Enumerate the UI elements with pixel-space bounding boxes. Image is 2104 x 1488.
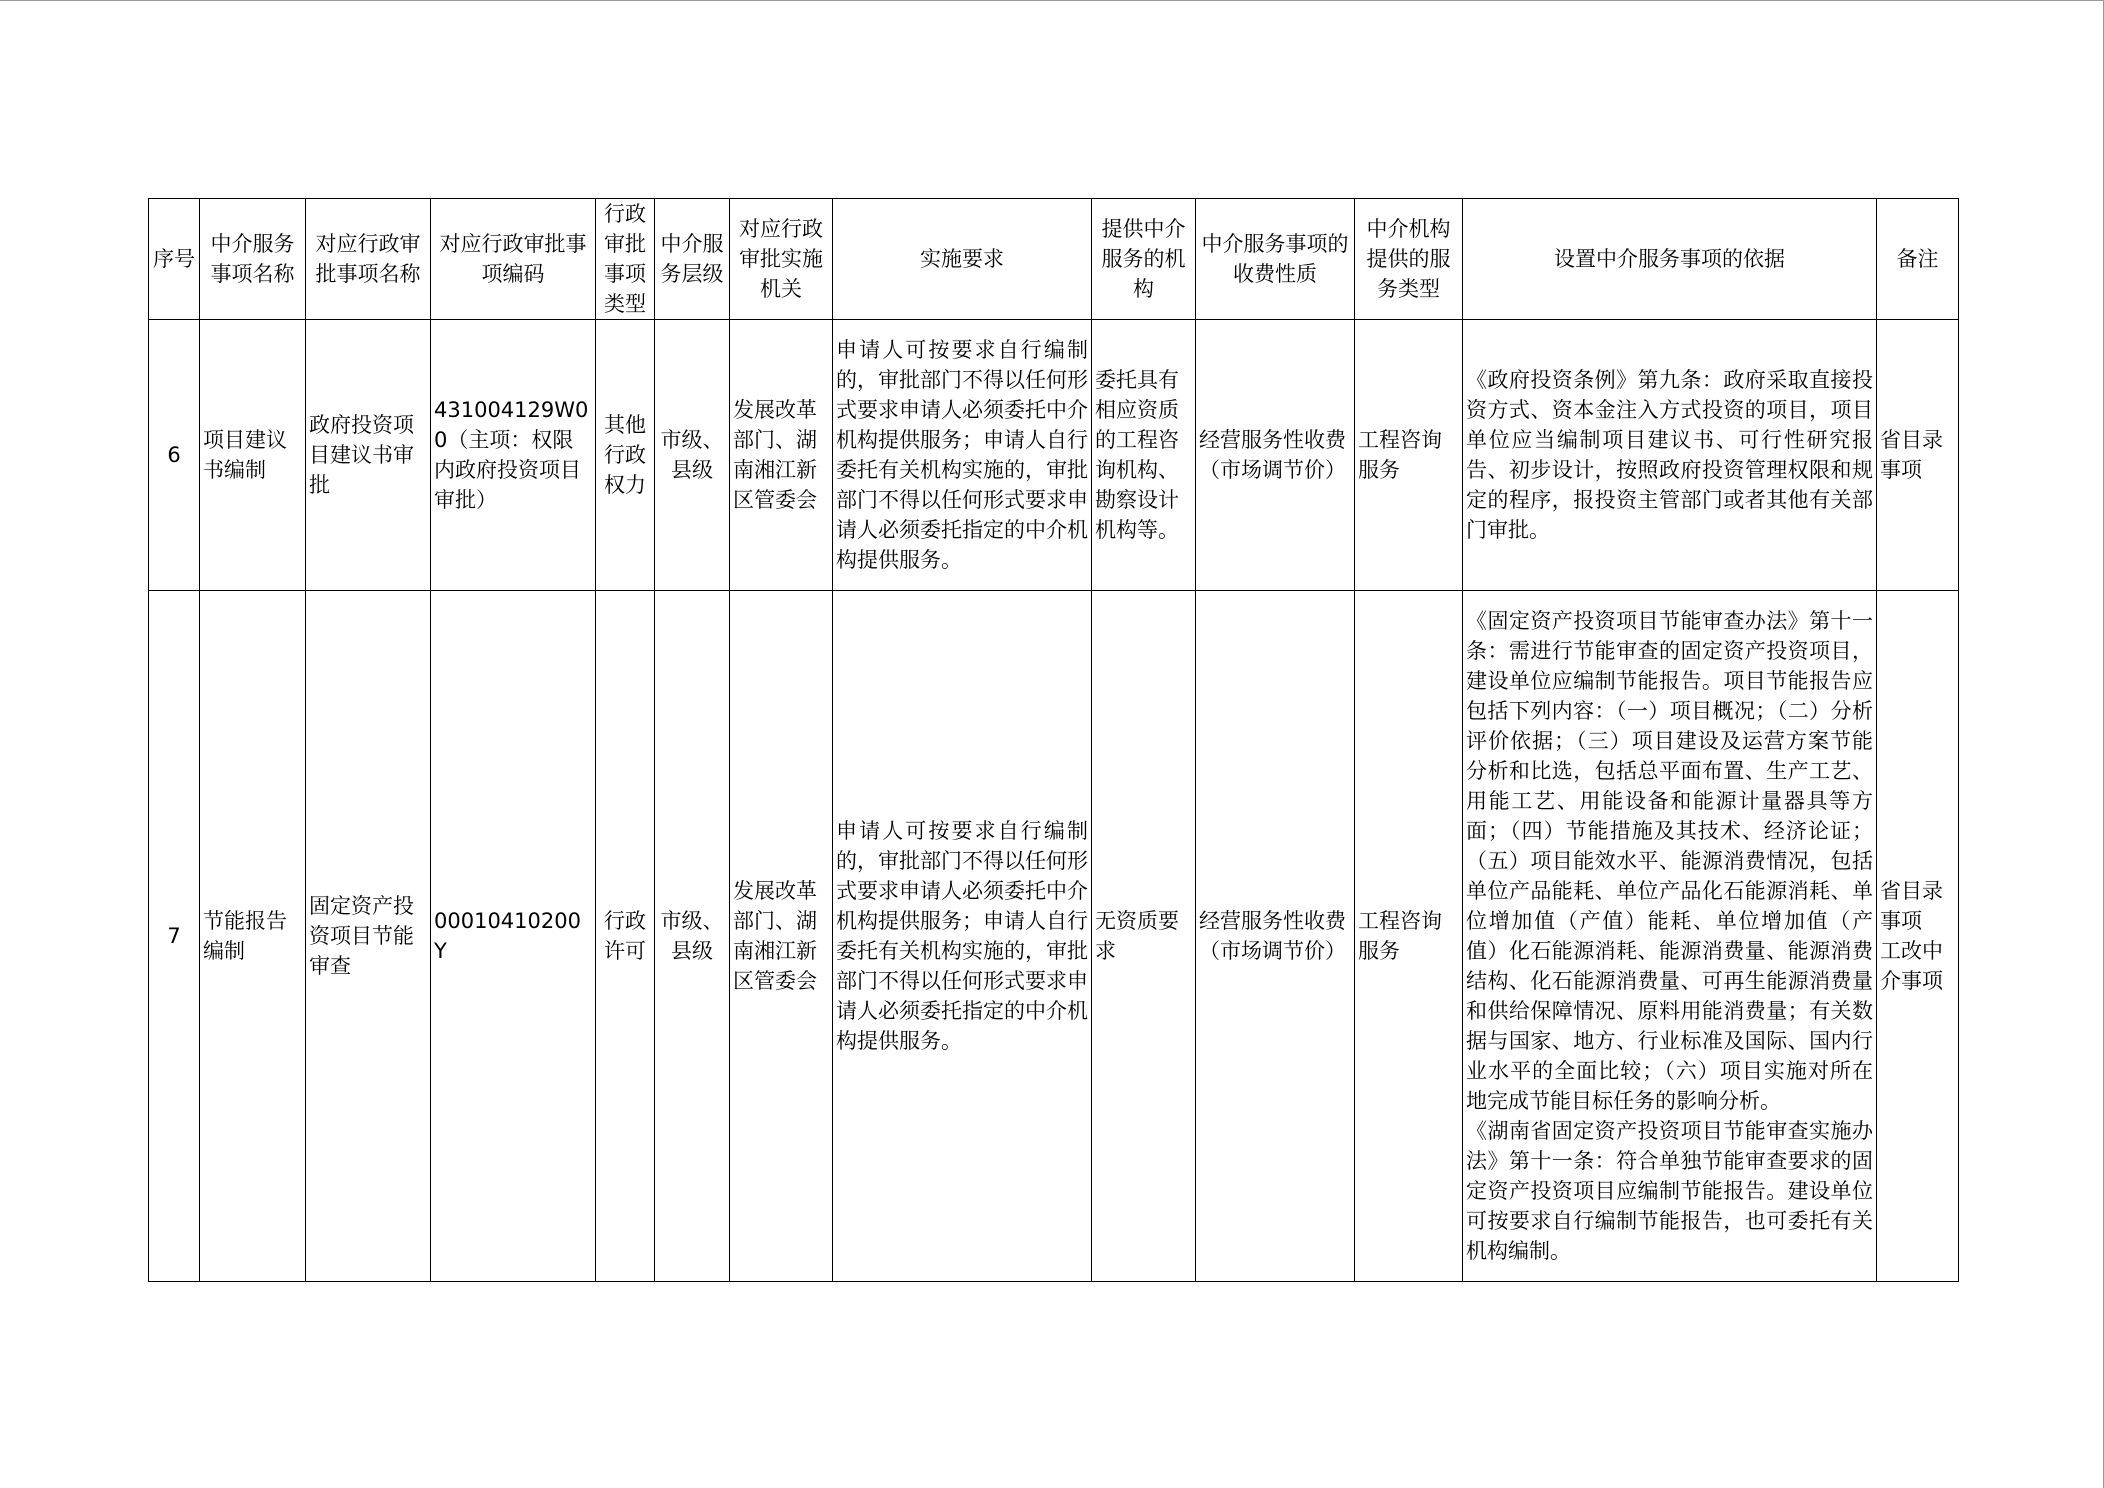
header-service-level: 中介服务层级 [655, 199, 730, 320]
cell-provider: 无资质要求 [1092, 591, 1196, 1282]
cell-seq: 7 [149, 591, 200, 1282]
header-approval-name: 对应行政审批事项名称 [306, 199, 431, 320]
header-row [149, 199, 1959, 320]
header-remarks: 备注 [1877, 199, 1959, 320]
cell-fee-nature: 经营服务性收费（市场调节价） [1196, 591, 1355, 1282]
cell-requirements: 申请人可按要求自行编制的，审批部门不得以任何形式要求申请人必须委托中介机构提供服务；申请人自行委托有关机构实施的，审批部门不得以任何形式要求申请人必须委托指定的中介机构提供服务。 [833, 591, 1092, 1282]
cell-remarks: 省目录事项 工改中介事项 [1877, 591, 1959, 1282]
cell-requirements: 申请人可按要求自行编制的，审批部门不得以任何形式要求申请人必须委托中介机构提供服务；申请人自行委托有关机构实施的，审批部门不得以任何形式要求申请人必须委托指定的中介机构提供服务。 [833, 320, 1092, 591]
cell-basis: 《政府投资条例》第九条：政府采取直接投资方式、资本金注入方式投资的项目，项目单位应当编制项目建议书、可行性研究报告、初步设计，按照政府投资管理权限和规定的程序，报投资主管部门或者其他有关部门审批。 [1463, 320, 1877, 591]
cell-remarks: 省目录事项 [1877, 320, 1959, 591]
cell-approval-name: 政府投资项目建议书审批 [306, 320, 431, 591]
header-service-name: 中介服务事项名称 [200, 199, 306, 320]
cell-basis: 《固定资产投资项目节能审查办法》第十一条：需进行节能审查的固定资产投资项目，建设单位应编制节能报告。项目节能报告应包括下列内容：（一）项目概况；（二）分析评价依据；（三）项目建设及运营方案节能分析和比选，包括总平面布置、生产工艺、用能工艺、用能设备和能源计量器具等方面；（四）节能措施及其技术、经济论证；（五）项目能效水平、能源消费情况，包括单位产品能耗、单位产品化石能源消耗、单位增加值（产值）能耗、单位增加值（产值）化石能源消耗、能源消费量、能源消费结构、化石能源消费量、可再生能源消费量和供给保障情况、原料用能消费量；有关数据与国家、地方、行业标准及国际、国内行业水平的全面比较；（六）项目实施对所在地完成节能目标任务的影响分析。 《湖南省固定资产投资项目节能审查实施办法》第十一条：符合单独节能审查要求的固定资产投资项目应编制节能报告。建设单位可按要求自行编制节能报告，也可委托有关机构编制。 [1463, 591, 1877, 1282]
cell-service-name: 节能报告编制 [200, 591, 306, 1282]
header-approval-type: 行政审批事项类型 [596, 199, 655, 320]
cell-approval-code: 00010410200Y [431, 591, 596, 1282]
cell-service-name: 项目建议书编制 [200, 320, 306, 591]
header-basis: 设置中介服务事项的依据 [1463, 199, 1877, 320]
header-provider: 提供中介服务的机构 [1092, 199, 1196, 320]
cell-approval-type: 行政许可 [596, 591, 655, 1282]
table-row [149, 591, 1959, 1282]
cell-approval-org: 发展改革部门、湖南湘江新区管委会 [730, 591, 833, 1282]
cell-service-type: 工程咨询服务 [1355, 320, 1463, 591]
cell-fee-nature: 经营服务性收费（市场调节价） [1196, 320, 1355, 591]
header-seq: 序号 [149, 199, 200, 320]
intermediary-services-table [148, 198, 1959, 1282]
header-approval-code: 对应行政审批事项编码 [431, 199, 596, 320]
cell-service-type: 工程咨询服务 [1355, 591, 1463, 1282]
cell-approval-type: 其他行政权力 [596, 320, 655, 591]
cell-approval-code: 431004129W00（主项：权限内政府投资项目审批） [431, 320, 596, 591]
header-requirements: 实施要求 [833, 199, 1092, 320]
cell-provider: 委托具有相应资质的工程咨询机构、勘察设计机构等。 [1092, 320, 1196, 591]
page-top-border [0, 0, 2104, 1]
cell-service-level: 市级、县级 [655, 591, 730, 1282]
cell-approval-org: 发展改革部门、湖南湘江新区管委会 [730, 320, 833, 591]
header-fee-nature: 中介服务事项的收费性质 [1196, 199, 1355, 320]
header-approval-org: 对应行政审批实施机关 [730, 199, 833, 320]
cell-service-level: 市级、县级 [655, 320, 730, 591]
cell-approval-name: 固定资产投资项目节能审查 [306, 591, 431, 1282]
cell-seq: 6 [149, 320, 200, 591]
table-row [149, 320, 1959, 591]
header-service-type: 中介机构提供的服务类型 [1355, 199, 1463, 320]
